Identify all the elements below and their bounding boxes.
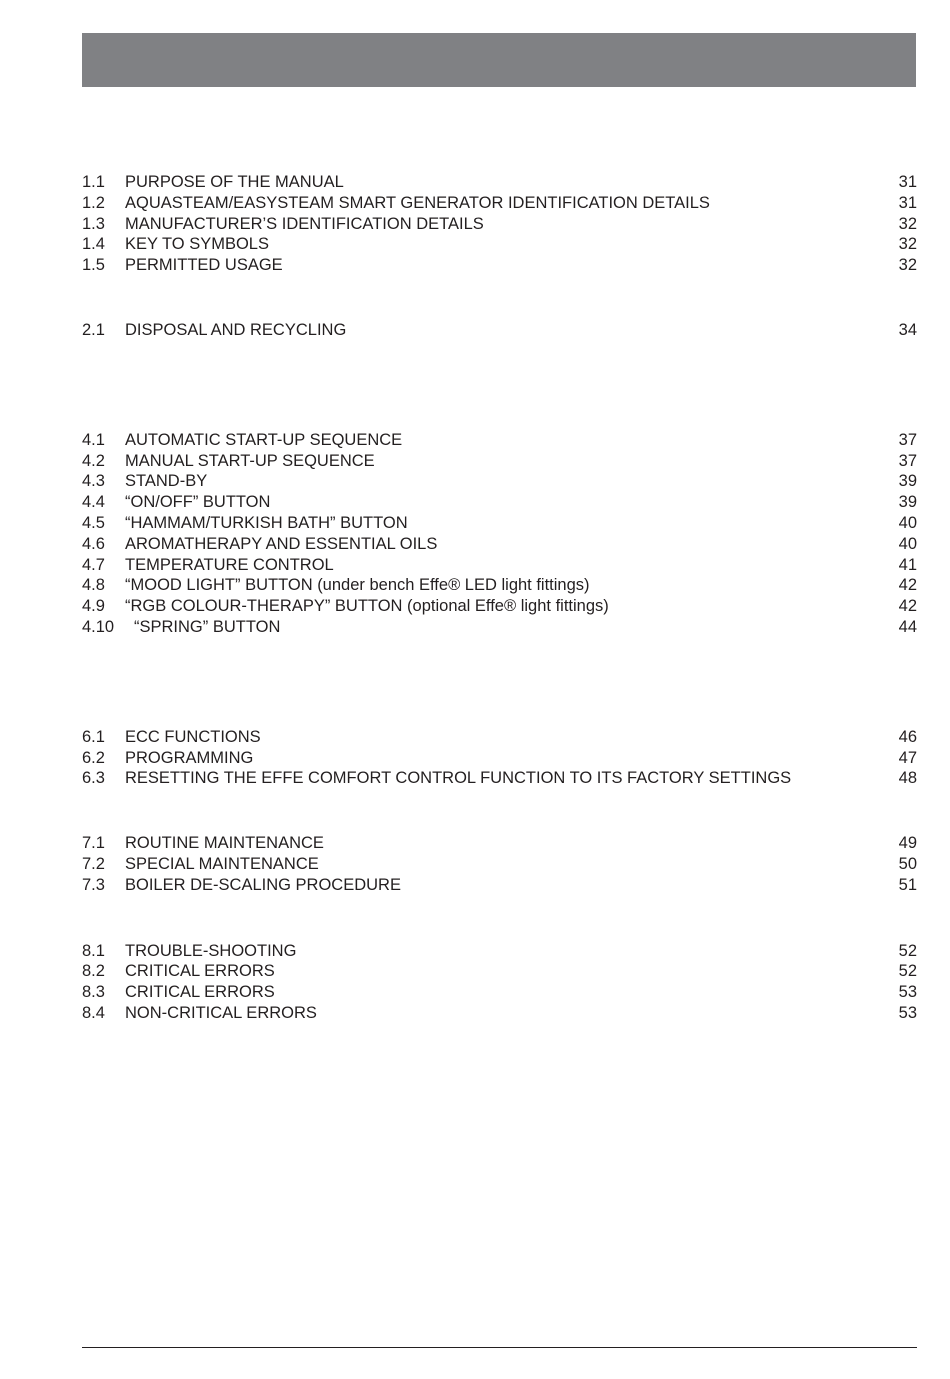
toc-entry-page: 46 (898, 727, 917, 746)
toc-entry-number: 1.2 (82, 193, 105, 212)
toc-entry-title: “HAMMAM/TURKISH BATH” BUTTON (125, 513, 408, 532)
toc-entry-page: 53 (898, 983, 917, 1002)
toc-entry-page: 37 (898, 430, 917, 449)
toc-entry[interactable] (82, 555, 917, 576)
toc-entry-title: “RGB COLOUR-THERAPY” BUTTON (optional Effe® light fittings) (125, 597, 609, 616)
toc-entry-page: 32 (898, 214, 917, 233)
toc-entry[interactable] (82, 768, 917, 789)
toc-entry-page: 40 (898, 534, 917, 553)
toc-entry-number: 1.1 (82, 173, 105, 191)
toc-entry-number: 4.5 (82, 513, 105, 532)
toc-entry-title: AROMATHERAPY AND ESSENTIAL OILS (125, 534, 438, 553)
toc-entry-number: 1.4 (82, 235, 105, 254)
toc-entry-page: 37 (898, 451, 917, 470)
toc-entry-title: “ON/OFF” BUTTON (125, 493, 271, 512)
toc-group-4 (82, 430, 917, 638)
toc-entry-number: 4.10 (82, 617, 115, 636)
toc-entry-page: 31 (898, 193, 917, 212)
toc-entry-number: 1.5 (82, 256, 105, 275)
toc-entry-page: 42 (898, 576, 917, 595)
toc-entry-page: 52 (898, 941, 917, 960)
toc-entry-title: MANUAL START-UP SEQUENCE (125, 451, 375, 470)
toc-entry-title: AUTOMATIC START-UP SEQUENCE (125, 430, 403, 449)
toc-entry-number: 4.7 (82, 555, 105, 574)
toc-group-6 (82, 727, 917, 789)
toc-group-8 (82, 941, 917, 1024)
toc-entry-page: 40 (898, 513, 917, 532)
toc-entry-title: SPECIAL MAINTENANCE (125, 854, 319, 873)
toc-entry[interactable] (82, 854, 917, 875)
toc-entry[interactable] (82, 234, 917, 255)
toc-entry-title: PERMITTED USAGE (125, 256, 283, 275)
toc-entry-page: 32 (898, 256, 917, 275)
toc-entry-number: 7.3 (82, 875, 105, 894)
toc-entry[interactable] (82, 748, 917, 769)
toc-entry[interactable] (82, 430, 917, 451)
toc-entry-page: 41 (898, 555, 917, 574)
toc-entry-page: 52 (898, 962, 917, 981)
toc-entry-page: 31 (898, 173, 917, 191)
toc-entry-page: 39 (898, 493, 917, 512)
toc-entry-page: 49 (898, 834, 917, 853)
toc-entry-number: 8.3 (82, 983, 105, 1002)
toc-entry-title: “MOOD LIGHT” BUTTON (under bench Effe® LED light fittings) (125, 576, 590, 595)
toc-entry-page: 47 (898, 748, 917, 767)
toc-entry-title: KEY TO SYMBOLS (125, 235, 269, 254)
toc-entry-number: 4.8 (82, 576, 105, 595)
toc-group-2 (82, 320, 917, 341)
toc-entry-page: 42 (898, 597, 917, 616)
toc-group-7 (82, 833, 917, 895)
toc-entry-number: 4.1 (82, 430, 105, 449)
toc-entry-page: 53 (898, 1003, 917, 1022)
toc-entry-number: 4.9 (82, 597, 105, 616)
toc-entry-page: 39 (898, 472, 917, 491)
toc-entry-number: 7.2 (82, 854, 105, 873)
toc-entry-title: CRITICAL ERRORS (125, 983, 275, 1002)
toc-entry-title: NON-CRITICAL ERRORS (125, 1003, 317, 1022)
toc-entry-page: 48 (898, 769, 917, 788)
toc-entry[interactable] (82, 534, 917, 555)
toc-entry[interactable] (82, 1003, 917, 1024)
toc-entry-number: 6.3 (82, 769, 105, 788)
toc-entry-number: 1.3 (82, 214, 105, 233)
toc-entry[interactable] (82, 875, 917, 896)
toc-entry[interactable] (82, 492, 917, 513)
toc-entry-number: 8.1 (82, 941, 105, 960)
toc-entry-title: CRITICAL ERRORS (125, 962, 275, 981)
toc-entry-title: ROUTINE MAINTENANCE (125, 834, 324, 853)
toc-entry[interactable] (82, 471, 917, 492)
toc-entry-page: 34 (898, 320, 917, 339)
toc-entry-title: MANUFACTURER’S IDENTIFICATION DETAILS (125, 214, 484, 233)
toc-entry[interactable] (82, 833, 917, 854)
toc-entry-page: 50 (898, 854, 917, 873)
toc-entry-title: ECC FUNCTIONS (125, 727, 261, 746)
toc-entry[interactable] (82, 214, 917, 235)
toc-entry[interactable] (82, 982, 917, 1003)
toc-entry[interactable] (82, 941, 917, 962)
toc-entry[interactable] (82, 617, 917, 638)
toc-entry-title: TROUBLE-SHOOTING (125, 941, 297, 960)
toc-entry-number: 8.4 (82, 1003, 105, 1022)
toc-entry-number: 8.2 (82, 962, 105, 981)
toc-entry-title: “SPRING” BUTTON (134, 617, 281, 636)
toc-entry[interactable] (82, 727, 917, 748)
toc-entry-title: BOILER DE-SCALING PROCEDURE (125, 875, 401, 894)
toc-entry[interactable] (82, 320, 917, 341)
toc-entry-title: DISPOSAL AND RECYCLING (125, 320, 347, 339)
toc-entry-title: AQUASTEAM/EASYSTEAM SMART GENERATOR IDENTIFICATION DETAILS (125, 193, 710, 212)
table-of-contents (82, 172, 917, 1024)
header-bar (82, 33, 916, 87)
toc-entry-page: 44 (898, 617, 917, 636)
toc-entry-number: 4.6 (82, 534, 105, 553)
toc-entry-title: STAND-BY (125, 472, 208, 491)
footer-rule (82, 1347, 917, 1348)
toc-entry-title: RESETTING THE EFFE COMFORT CONTROL FUNCTION TO ITS FACTORY SETTINGS (125, 769, 792, 788)
toc-entry[interactable] (82, 596, 917, 617)
toc-entry[interactable] (82, 513, 917, 534)
toc-group-1 (82, 172, 917, 276)
toc-entry[interactable] (82, 193, 917, 214)
toc-entry-number: 6.2 (82, 748, 105, 767)
toc-entry-title: PURPOSE OF THE MANUAL (125, 173, 344, 191)
toc-entry-number: 2.1 (82, 320, 105, 339)
toc-entry-title: PROGRAMMING (125, 748, 254, 767)
toc-entry[interactable] (82, 961, 917, 982)
toc-entry-number: 6.1 (82, 727, 105, 746)
toc-entry[interactable] (82, 255, 917, 276)
toc-entry-number: 4.4 (82, 493, 105, 512)
toc-entry-number: 7.1 (82, 834, 105, 853)
toc-entry[interactable] (82, 172, 917, 193)
toc-entry-page: 51 (898, 875, 917, 894)
toc-entry-page: 32 (898, 235, 917, 254)
toc-entry-number: 4.3 (82, 472, 105, 491)
toc-entry[interactable] (82, 575, 917, 596)
toc-entry[interactable] (82, 451, 917, 472)
toc-entry-title: TEMPERATURE CONTROL (125, 555, 334, 574)
toc-entry-number: 4.2 (82, 451, 105, 470)
